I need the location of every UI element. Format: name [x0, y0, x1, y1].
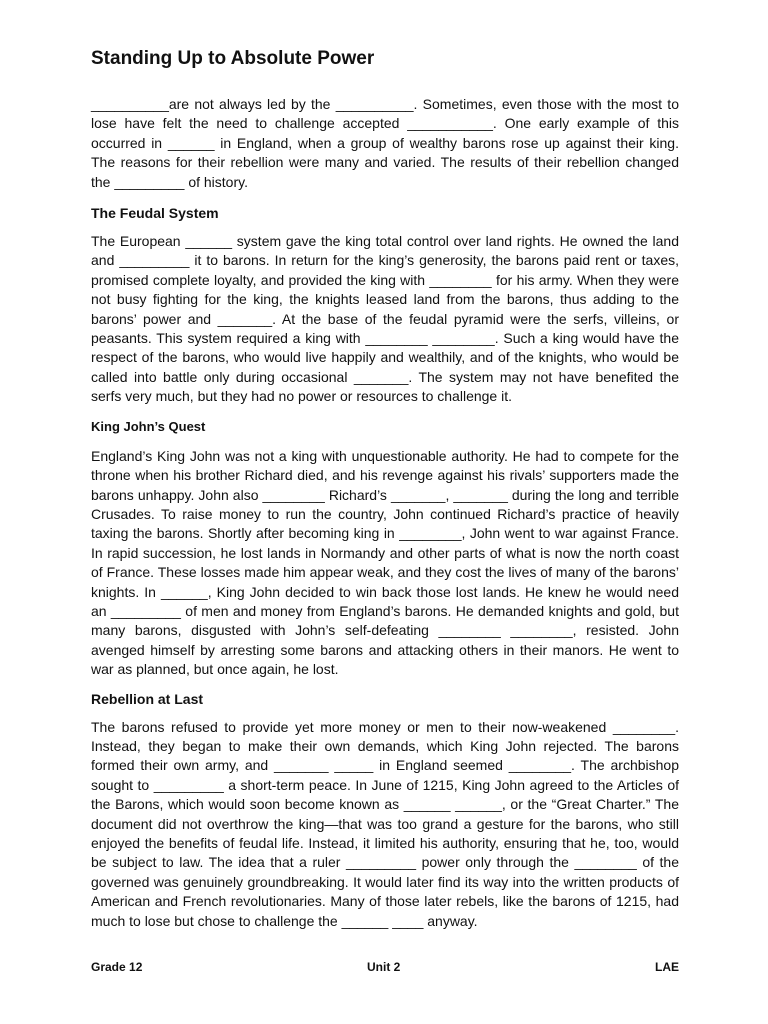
section-paragraph-king-johns-quest: England’s King John was not a king with unquestionable authority. He had to compete for the throne when his brother Richard died, and his revenge against his rivals’ supporters made the barons unhappy. John also ________ Richard’s _______, _______ during the long and terrible Crusades. To raise money to run the country, John continued Richard’s practice of heavily taxing the barons. Shortly after becoming king in ________, John went to war against France. In rapid succession, he lost lands in Normandy and other parts of what is now the north coast of France. These losses made him appear weak, and they cost the lives of many of the barons’ knights. In ______, King John decided to win back those lost lands. He knew he would need an _________ of men and money from England’s barons. He demanded knights and gold, but many barons, disgusted with John’s self-defeating ________ ________, resisted. John avenged himself by arresting some barons and attacking others in their manors. He went to war as planned, but once again, he lost. — [91, 447, 679, 678]
intro-paragraph: __________are not always led by the __________. Sometimes, even those with the most to lose have felt the need to challenge accepted ___________. One early example of this occurred in ______ in England, when a group of wealthy barons rose up against their king. The reasons for their rebellion were many and varied. The results of their rebellion changed the _________ of history. — [91, 96, 679, 190]
page-footer — [91, 960, 679, 978]
section-heading-king-johns-quest: King John’s Quest — [91, 418, 206, 434]
section-paragraph-rebellion-at-last: The barons refused to provide yet more money or men to their now-weakened ________. Instead, they began to make their own demands, which King John rejected. The barons formed their own army, and _______ _____ in England seemed ________. The archbishop sought to _________ a short-term peace. In June of 1215, King John agreed to the Articles of the Barons, which would soon become known as ______ ______, or the “Great Charter.” The document did not overthrow the king—that was too grand a gesture for the barons, who still enjoyed the benefits of feudal life. Instead, it limited his authority, ensuring that he, too, would be subject to law. The idea that a ruler _________ power only through the ________ of the governed was genuinely groundbreaking. It would later find its way into the written products of American and French revolutionaries. Many of those later rebels, like the barons of 1215, had much to lose but chose to challenge the ______ ____ anyway. — [91, 718, 679, 929]
footer-unit: Unit 2 — [367, 960, 401, 974]
section-heading-feudal-system: The Feudal System — [91, 205, 219, 222]
footer-grade: Grade 12 — [91, 960, 143, 974]
section-heading-rebellion-at-last: Rebellion at Last — [91, 690, 204, 707]
footer-subject: LAE — [655, 960, 679, 974]
worksheet-page — [91, 46, 679, 931]
section-paragraph-feudal-system: The European ______ system gave the king total control over land rights. He owned the land and _________ it to barons. In return for the king’s generosity, the barons paid rent or taxes, promised complete loyalty, and provided the king with ________ for his army. When they were not busy fighting for the king, the knights leased land from the barons, thus adding to the barons’ power and _______. At the base of the feudal pyramid were the serfs, villeins, or peasants. This system required a king with ________ ________. Such a king would have the respect of the barons, who would live happily and wealthily, and of the knights, who would be called into battle only during occasional _______. The system may not have benefited the serfs very much, but they had no power or resources to challenge it. — [91, 233, 679, 405]
page-title: Standing Up to Absolute Power — [91, 48, 375, 69]
